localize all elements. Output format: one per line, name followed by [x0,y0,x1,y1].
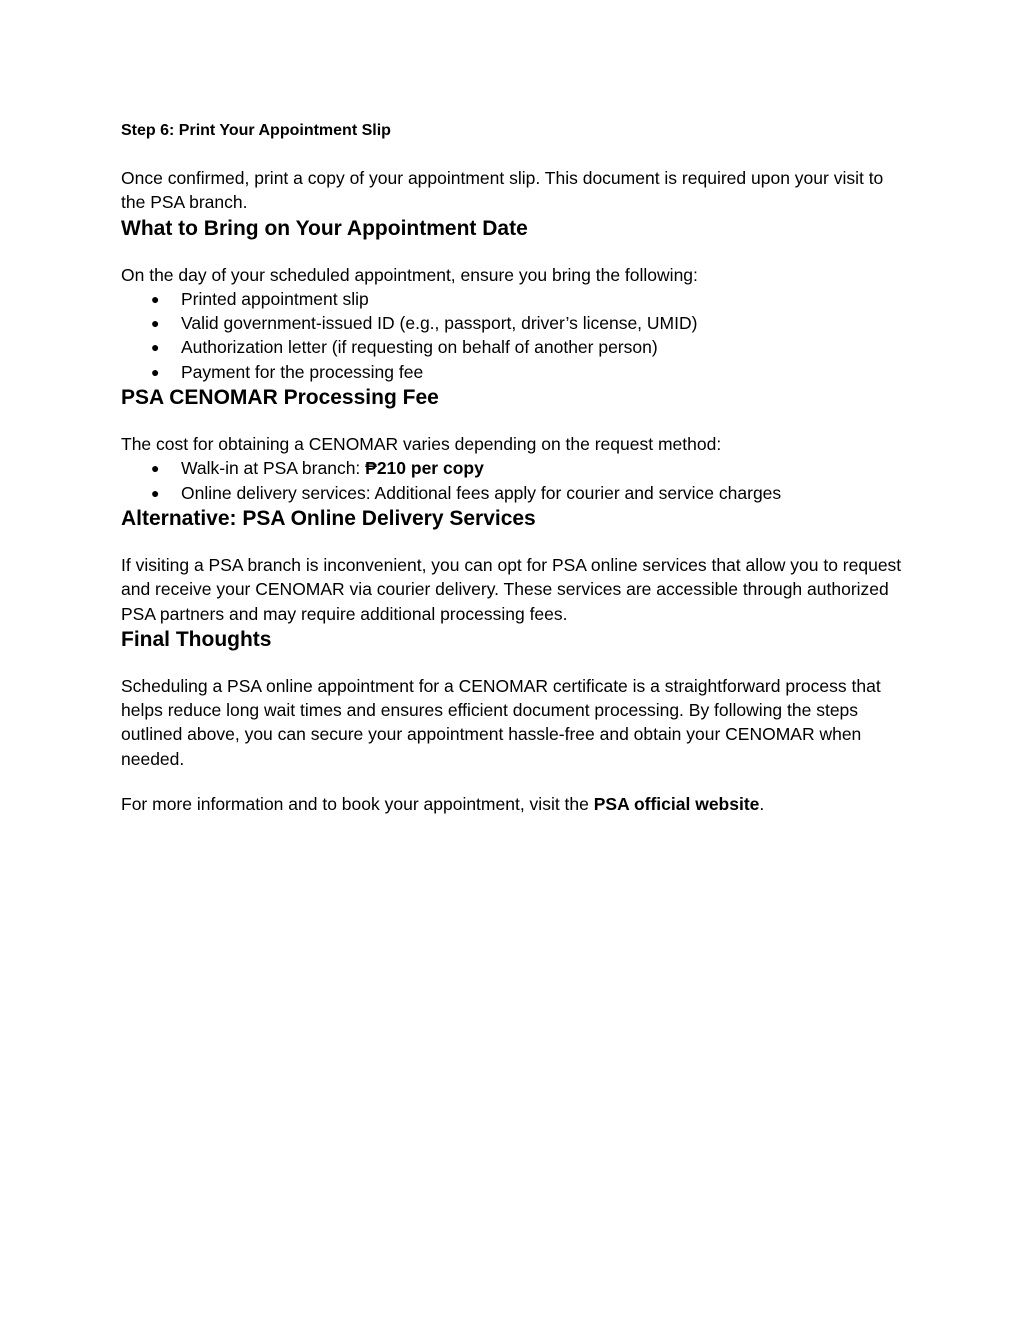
bullet-icon: ● [151,290,160,307]
bullet-icon: ● [151,484,160,501]
alternative-heading: Alternative: PSA Online Delivery Services [121,506,536,530]
list-item [121,360,911,384]
list-item [121,456,911,480]
final-thoughts-heading: Final Thoughts [121,627,272,651]
processing-fee-list [121,456,911,505]
more-info-suffix: . [759,794,765,815]
list-item-text: Online delivery services: Additional fees apply for courier and service charges [181,482,782,503]
list-item-text: Payment for the processing fee [181,361,424,382]
list-item [121,335,911,359]
list-item [121,481,911,505]
alternative-paragraph: If visiting a PSA branch is inconvenient, you can opt for PSA online services that allow you to request and receive your CENOMAR via courier delivery. These services are accessible through authorized PSA partners and may require additional processing fees. [121,554,902,624]
what-to-bring-intro: On the day of your scheduled appointment, ensure you bring the following: [121,264,698,285]
final-thoughts-paragraph: Scheduling a PSA online appointment for a CENOMAR certificate is a straightforward process that helps reduce long wait times and ensures efficient document processing. By following the steps outlined above, you can secure your appointment hassle-free and obtain your CENOMAR when needed. [121,675,881,769]
step-6-heading: Step 6: Print Your Appointment Slip [121,122,391,139]
list-item [121,311,911,335]
walk-in-label: Walk-in at PSA branch: [181,458,366,479]
step-6-paragraph: Once confirmed, print a copy of your appointment slip. This document is required upon your visit to the PSA branch. [121,168,884,213]
bullet-icon: ● [151,363,160,380]
walk-in-price: ₱210 per copy [365,458,484,479]
more-info-prefix: For more information and to book your appointment, visit the [121,794,594,815]
bullet-icon: ● [151,339,160,356]
document-page [121,118,911,816]
list-item-text: Printed appointment slip [181,288,369,309]
processing-fee-heading: PSA CENOMAR Processing Fee [121,386,439,410]
psa-website-link[interactable]: PSA official website [593,794,760,815]
list-item [121,287,911,311]
list-item-text: Valid government-issued ID (e.g., passport, driver’s license, UMID) [181,313,698,334]
bullet-icon: ● [151,460,160,477]
what-to-bring-heading: What to Bring on Your Appointment Date [121,216,528,240]
bullet-icon: ● [151,315,160,332]
what-to-bring-list [121,287,911,384]
processing-fee-intro: The cost for obtaining a CENOMAR varies depending on the request method: [121,434,722,455]
list-item-text: Authorization letter (if requesting on behalf of another person) [181,337,658,358]
more-info-paragraph [121,792,911,816]
